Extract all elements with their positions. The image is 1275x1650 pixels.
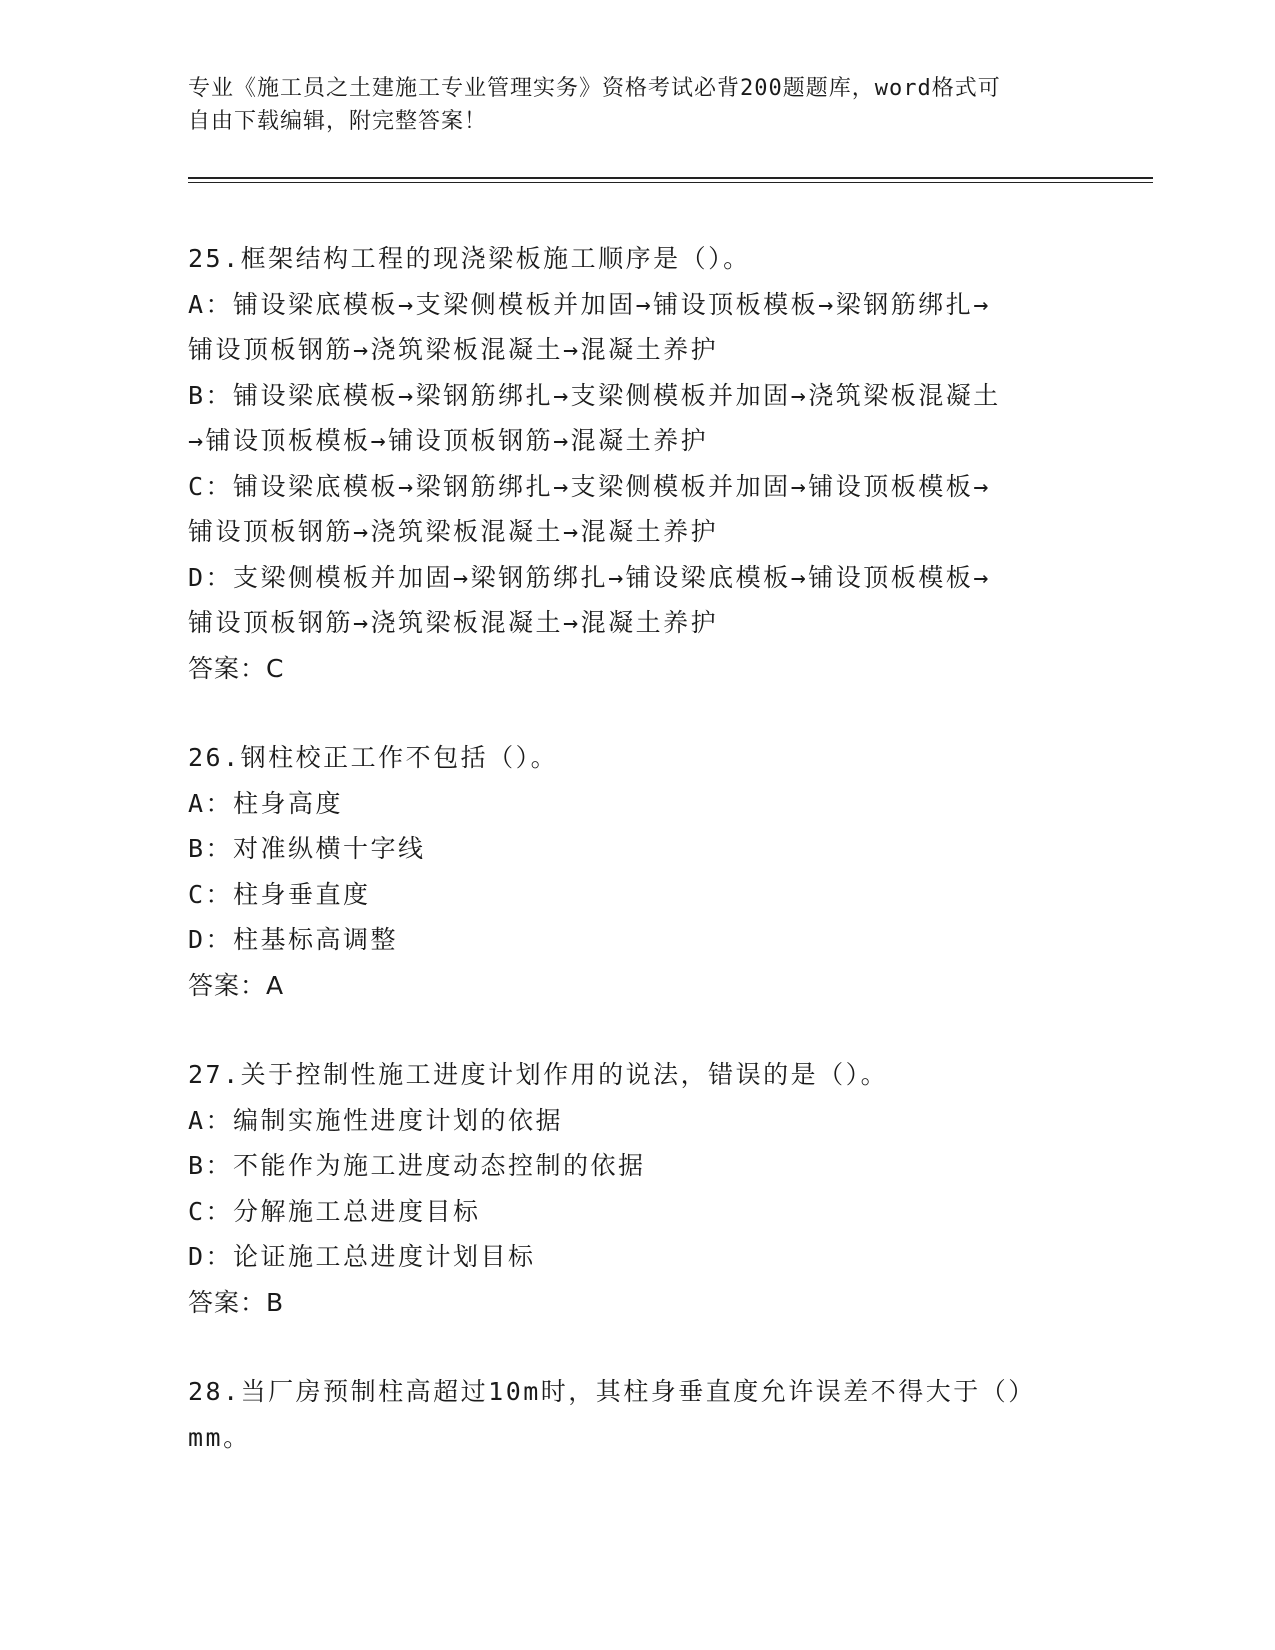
option-b-line-1: B：铺设梁底模板→梁钢筋绑扎→支梁侧模板并加固→浇筑梁板混凝土: [188, 380, 1001, 410]
option-d-line-1: D：支梁侧模板并加固→梁钢筋绑扎→铺设梁底模板→铺设顶板模板→: [188, 562, 991, 592]
question-stem-line-1: 28.当厂房预制柱高超过10m时，其柱身垂直度允许误差不得大于（）: [188, 1377, 1036, 1406]
option-a-line-1: A：铺设梁底模板→支梁侧模板并加固→铺设顶板模板→梁钢筋绑扎→: [188, 289, 991, 319]
option-b: B：不能作为施工进度动态控制的依据: [188, 1151, 646, 1180]
header-divider-thick: [188, 177, 1153, 179]
option-a: A：编制实施性进度计划的依据: [188, 1105, 564, 1135]
option-c-line-1: C：铺设梁底模板→梁钢筋绑扎→支梁侧模板并加固→铺设顶板模板→: [188, 471, 991, 501]
question-28: [188, 1369, 1088, 1460]
header-title-line-2: 自由下载编辑，附完整答案！: [188, 109, 488, 134]
question-spacer: [188, 1008, 1088, 1052]
option-b-line-2: →铺设顶板模板→铺设顶板钢筋→混凝土养护: [188, 426, 709, 455]
option-b: B：对准纵横十字线: [188, 834, 426, 863]
option-a-line-2: 铺设顶板钢筋→浇筑梁板混凝土→混凝土养护: [188, 335, 719, 364]
option-d: D：柱基标高调整: [188, 925, 399, 954]
header-divider-thin: [188, 182, 1153, 183]
question-27: [188, 1052, 1088, 1325]
option-d: D：论证施工总进度计划目标: [188, 1242, 536, 1271]
document-header: [188, 72, 1068, 138]
option-a: A：柱身高度: [188, 788, 344, 818]
question-26: [188, 735, 1088, 1008]
option-c-line-2: 铺设顶板钢筋→浇筑梁板混凝土→混凝土养护: [188, 517, 719, 546]
option-c: C：分解施工总进度目标: [188, 1196, 481, 1226]
question-stem-line-2: mm。: [188, 1422, 251, 1452]
answer-line: 答案：A: [188, 970, 285, 1000]
option-c: C：柱身垂直度: [188, 879, 371, 909]
header-title-line-1: 专业《施工员之土建施工专业管理实务》资格考试必背200题题库，word格式可: [188, 76, 1001, 101]
question-list: [188, 236, 1088, 1460]
question-stem: 25.框架结构工程的现浇梁板施工顺序是（）。: [188, 244, 751, 273]
question-stem: 26.钢柱校正工作不包括（）。: [188, 743, 559, 772]
option-d-line-2: 铺设顶板钢筋→浇筑梁板混凝土→混凝土养护: [188, 608, 719, 637]
question-spacer: [188, 691, 1088, 735]
answer-line: 答案：C: [188, 653, 285, 683]
question-stem: 27.关于控制性施工进度计划作用的说法，错误的是（）。: [188, 1060, 889, 1089]
question-25: [188, 236, 1088, 691]
answer-line: 答案：B: [188, 1287, 285, 1317]
question-spacer: [188, 1325, 1088, 1369]
